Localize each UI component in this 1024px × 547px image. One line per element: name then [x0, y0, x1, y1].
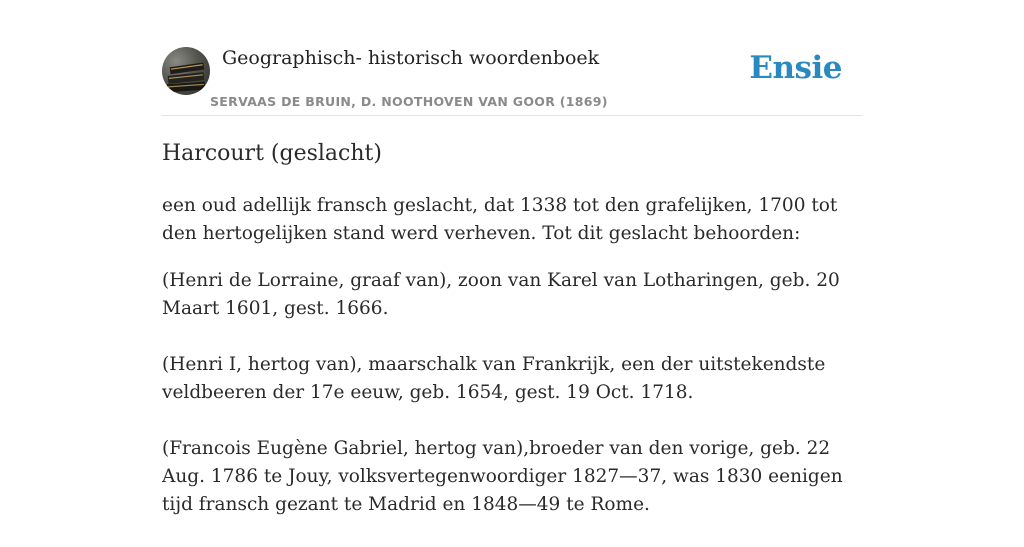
book-spines-icon: [162, 47, 210, 95]
entry-item: (Henri I, hertog van), maarschalk van Frankrijk, een der uitstekendste veldbeeren der 17e eeuw, geb. 1654, gest. 19 Oct. 1718.: [162, 354, 826, 403]
book-avatar[interactable]: [162, 47, 210, 95]
entry-intro: een oud adellijk fransch geslacht, dat 1338 tot den grafelijken, 1700 tot den hertogelijken stand werd verheven. Tot dit geslacht behoorden:: [162, 195, 838, 244]
entry-content: [162, 192, 862, 547]
entry-item: (Francois Eugène Gabriel, hertog van),broeder van den vorige, geb. 22 Aug. 1786 te Jouy, volksvertegenwoordiger 1827—37, was 1830 eenigen tijd fransch gezant te Madrid en 1848—49 te Rome.: [162, 438, 843, 515]
entry-item: (Henri de Lorraine, graaf van), zoon van Karel van Lotharingen, geb. 20 Maart 1601, gest. 1666.: [162, 270, 840, 319]
page: [162, 0, 862, 515]
entry-title: Harcourt (geslacht): [162, 141, 382, 166]
book-title[interactable]: Geographisch- historisch woordenboek: [222, 47, 600, 69]
book-author[interactable]: SERVAAS DE BRUIN, D. NOOTHOVEN VAN GOOR (1869): [210, 94, 608, 109]
header: [162, 0, 862, 116]
brand-logo[interactable]: Ensie: [749, 50, 842, 86]
